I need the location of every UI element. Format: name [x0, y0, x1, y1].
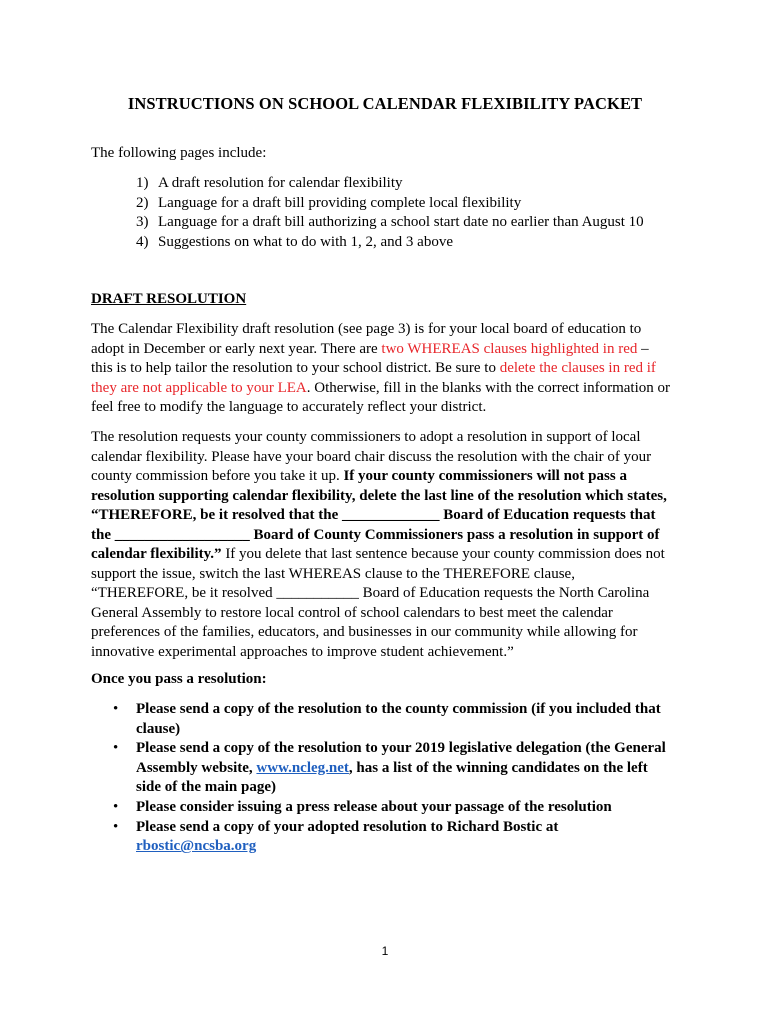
paragraph-text: . Otherwise, fill in the blanks with the correct information or feel free to modify the language to accurately reflect your district. [91, 379, 671, 415]
list-item [113, 739, 673, 798]
list-text: A draft resolution for calendar flexibility [158, 175, 403, 191]
list-item [136, 194, 644, 214]
red-highlight-text: delete the clauses in red if they are not applicable to your LEA [91, 360, 656, 396]
ncleg-link[interactable]: www.ncleg.net [256, 759, 349, 776]
list-number: 1) [136, 175, 149, 191]
pages-list [136, 174, 644, 252]
document-title: INSTRUCTIONS ON SCHOOL CALENDAR FLEXIBILITY PACKET [127, 94, 643, 113]
bullet-text: Please send a copy of your adopted resolution to Richard Bostic at [136, 818, 559, 835]
paragraph-text: The Calendar Flexibility draft resolution (see page 3) is for your local board of education to adopt in December or early next year. There are [91, 321, 642, 357]
list-item [113, 798, 673, 818]
bullet-text: Please send a copy of the resolution to your 2019 legislative delegation (the General Assembly website, [136, 740, 666, 776]
bullet-icon: • [113, 798, 119, 815]
bullet-text: , has a list of the winning candidates on the left side of the main page) [136, 759, 648, 796]
paragraph-text: – this is to help tailor the resolution to your school district. Be sure to [91, 340, 649, 376]
email-link[interactable]: rbostic@ncsba.org [136, 838, 257, 855]
page-number: 1 [381, 944, 389, 958]
once-pass-label: Once you pass a resolution: [91, 671, 267, 687]
action-bullet-list [113, 700, 673, 857]
red-highlight-text: two WHEREAS clauses highlighted in red [381, 340, 638, 357]
list-item [113, 700, 673, 739]
bullet-icon: • [113, 701, 119, 717]
intro-text: The following pages include: [91, 145, 267, 161]
bullet-icon: • [113, 818, 119, 835]
draft-resolution-paragraph-1 [91, 320, 671, 418]
list-number: 4) [136, 233, 149, 250]
bullet-text: Please send a copy of the resolution to the county commission (if you included that clause) [136, 701, 661, 737]
list-text: Language for a draft bill providing complete local flexibility [158, 194, 522, 211]
draft-resolution-paragraph-2 [91, 428, 671, 662]
paragraph-text: The resolution requests your county commissioners to adopt a resolution in support of local calendar flexibility. Please have your board chair discuss the resolution with the chair of your county commission before you take it up. [91, 429, 652, 484]
list-text: Language for a draft bill authorizing a school start date no earlier than August 10 [158, 214, 644, 231]
list-text: Suggestions on what to do with 1, 2, and 3 above [158, 233, 453, 250]
paragraph-text: If you delete that last sentence because your county commission does not support the issue, switch the last WHEREAS clause to the THEREFORE clause, “THEREFORE, be it resolved ___________ Board of Education requests the North Carolina General Assembly to restore local control of school calendars to best meet the calendar preferences of the families, educators, and businesses in our community while allowing for innovative experimental approaches to improve student achievement.” [91, 546, 665, 660]
bullet-icon: • [113, 740, 119, 757]
list-item [136, 174, 644, 194]
list-item [136, 213, 644, 233]
list-item [136, 233, 644, 253]
list-number: 3) [136, 214, 149, 231]
list-number: 2) [136, 194, 149, 211]
bullet-text: Please consider issuing a press release about your passage of the resolution [136, 798, 612, 815]
draft-resolution-heading: DRAFT RESOLUTION [91, 291, 247, 307]
list-item [113, 818, 673, 857]
bold-instruction-text: If your county commissioners will not pass a resolution supporting calendar flexibility, delete the last line of the resolution which states, “THEREFORE, be it resolved that the _____________ Board of Education requests that the __________________ Board of County Commissioners pass a resolution in support of calendar flexibility.” [91, 468, 667, 562]
